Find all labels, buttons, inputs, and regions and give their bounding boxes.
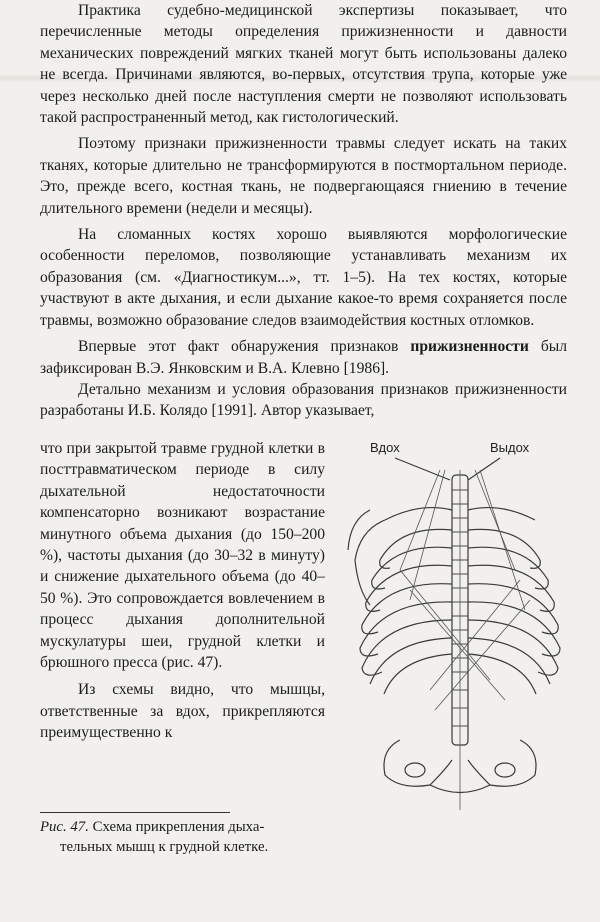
body-text [40, 0, 567, 422]
figure-caption [40, 817, 310, 857]
paragraph-4 [40, 336, 567, 379]
para4-bold-term: прижизненности [410, 338, 529, 356]
thorax-diagram [340, 440, 580, 810]
caption-rule [40, 812, 230, 813]
paragraph-2: Поэтому признаки прижизненности травмы следует искать на таких тканях, которые длительно не трансформируются в постмортальном периоде. Это, прежде всего, костная ткань, не подвергающаяся гниению в течение длительного времени (недели и месяцы). [40, 135, 567, 217]
column-paragraph-2: Из схемы видно, что мышцы, ответственные за вдох, прикрепляются преимущественно к [40, 681, 325, 742]
caption-text: Схема прикрепления дыха- [88, 819, 265, 835]
paragraph-1: Практика судебно-медицинской экспертизы показывает, что перечисленные методы определения прижизненности и давности механических повреждений мягких тканей могут быть использованы далеко не всегда. Причинами являются, во-первых, отсутствия трупа, которые уже через несколько дней после наступления смерти не позволяют использовать такой распространенный метод, как гистологический. [40, 2, 567, 127]
caption-line-2: тельных мышц к грудной клетке. [60, 839, 269, 855]
label-inhale: Вдох [370, 440, 400, 455]
figure-47 [340, 440, 580, 810]
paragraph-3: На сломанных костях хорошо выявляются морфологические особенности переломов, позволяющие устанавливать механизм их образования (см. «Диагностикум...», тт. 1–5). На тех костях, которые участвуют в акте дыхания, и если дыхание какое-то время сохраняется после травмы, возможно образование следов взаимодействия костных отломков. [40, 226, 567, 329]
caption-prefix: Рис. 47. [40, 819, 89, 835]
paragraph-5: Детально механизм и условия образования признаков прижизненности разработаны И.Б. Колядо [1991]. Автор указывает, [40, 380, 567, 420]
para4-after: был зафиксирован В.Э. Янковским и В.А. Клевно [1986]. [40, 338, 568, 377]
column-paragraph-1: что при закрытой травме грудной клетки в посттравматическом периоде в силу дыхательной недостаточности компенсаторно возникают возрастание минутного объема дыхания (до 150–200 %), частоты дыхания (до 30–32 в минуту) и снижение дыхательного объема (до 40–50 %). Это сопровождается вовлечением в процесс дыхания дополнительной мускулатуры шеи, грудной клетки и брюшного пресса (рис. 47). [40, 440, 325, 672]
label-exhale: Выдох [490, 440, 530, 455]
left-column-text [40, 438, 325, 744]
para4-before: Впервые этот факт обнаружения признаков [78, 338, 411, 356]
